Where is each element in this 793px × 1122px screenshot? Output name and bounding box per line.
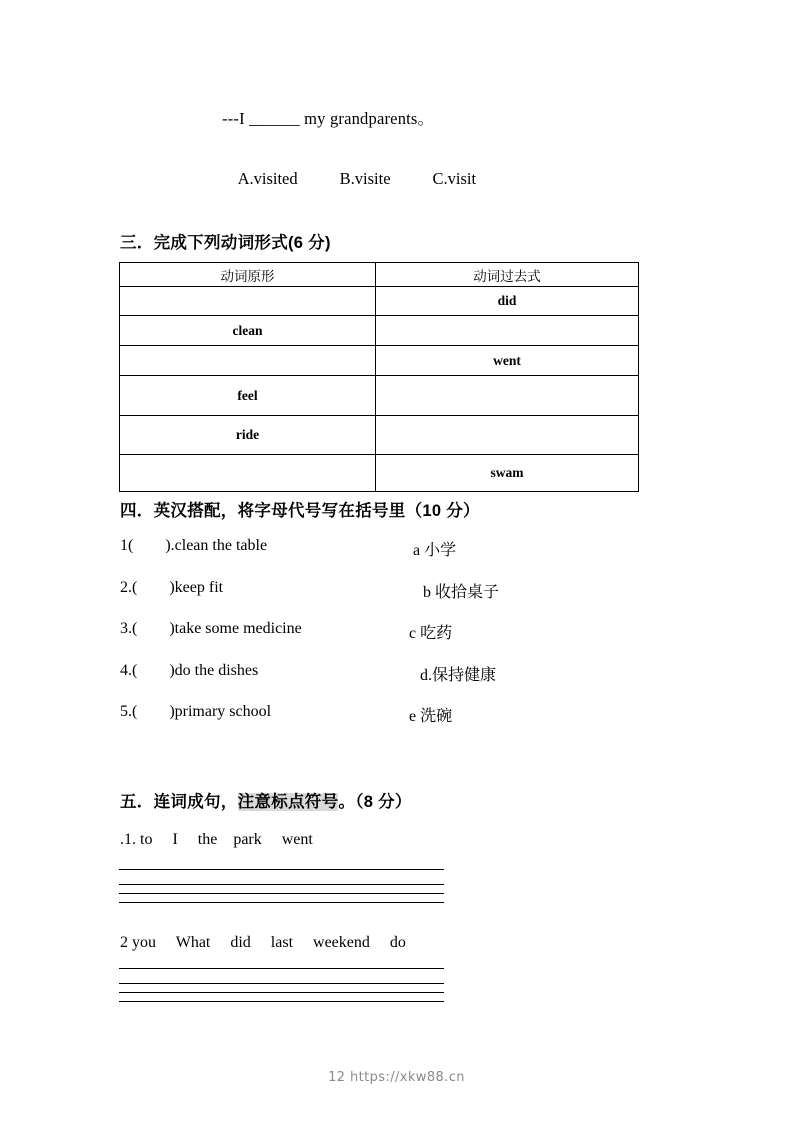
page-footer-watermark: 12 https://xkw88.cn [328,1070,465,1085]
answer-line[interactable] [119,968,444,969]
matching-item-chinese: d.保持健康 [416,666,497,684]
section-five-score: 。（8 分） [338,793,412,811]
table-cell-base: ride [120,416,376,455]
table-cell-base: feel [120,376,376,416]
option-a: A.visited [237,169,298,188]
section-three-score: (6 分) [288,234,331,252]
sentence-order-item-1: .1. to I the park went [120,831,313,848]
matching-item-english[interactable]: 1( ).clean the table [120,537,268,554]
matching-item-chinese: b 收拾桌子 [423,583,500,601]
table-cell-base[interactable] [120,455,376,492]
question-options [222,149,476,209]
answer-line[interactable] [119,983,444,984]
matching-item-english[interactable]: 2.( )keep fit [120,578,224,596]
table-cell-past: did [376,287,639,316]
table-header-past: 动词过去式 [376,263,639,287]
section-four-score: （10 分） [405,502,480,520]
question-stem: ---I ______ my grandparents。 [222,109,435,128]
table-cell-base[interactable] [120,287,376,316]
matching-item-chinese: a 小学 [409,542,457,559]
table-row [120,416,639,455]
section-three-heading-text: 三．完成下列动词形式 [120,234,288,252]
table-row [120,316,639,346]
table-cell-base[interactable] [120,346,376,376]
table-row [120,287,639,316]
matching-item-english[interactable]: 4.( )do the dishes [120,661,259,679]
answer-line[interactable] [119,1001,444,1002]
section-four-heading [120,497,480,521]
section-three-heading [120,229,331,253]
matching-item-chinese: e 洗碗 [409,708,453,725]
table-cell-past: went [376,346,639,376]
table-row [120,346,639,376]
answer-lines-1[interactable] [119,869,444,909]
answer-lines-2[interactable] [119,968,444,1008]
answer-line[interactable] [119,992,444,993]
answer-line[interactable] [119,893,444,894]
table-cell-past[interactable] [376,376,639,416]
table-cell-past: swam [376,455,639,492]
section-five-heading-highlight: 注意标点符号 [237,793,339,811]
section-five-heading-text: 五．连词成句， [120,793,238,811]
sentence-order-item-2: 2 you What did last weekend do [120,934,406,951]
answer-line[interactable] [119,902,444,903]
table-cell-base: clean [120,316,376,346]
section-five-heading [120,788,412,812]
table-header-row [120,263,639,287]
matching-item-chinese: c 吃药 [409,625,453,642]
answer-line[interactable] [119,884,444,885]
table-row [120,455,639,492]
option-c: C.visit [432,169,477,188]
option-b: B.visite [339,169,391,188]
answer-line[interactable] [119,869,444,870]
table-row [120,376,639,416]
matching-item-english[interactable]: 5.( )primary school [120,703,272,720]
matching-item-english[interactable]: 3.( )take some medicine [120,620,302,637]
table-cell-past[interactable] [376,416,639,455]
verb-forms-table [119,262,639,492]
table-cell-past[interactable] [376,316,639,346]
section-four-heading-text: 四．英汉搭配，将字母代号写在括号里 [120,502,406,520]
table-header-base: 动词原形 [120,263,376,287]
